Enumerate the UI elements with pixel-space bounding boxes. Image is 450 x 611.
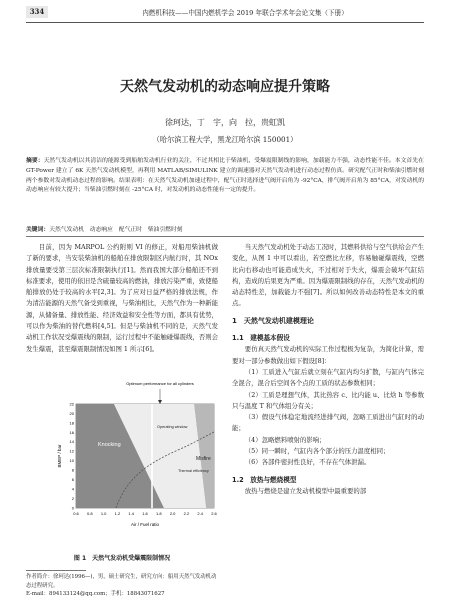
footnote-rule bbox=[26, 570, 86, 571]
x-tick-label: 1.2 bbox=[114, 511, 121, 516]
y-tick-label: 14 bbox=[69, 439, 74, 445]
y-tick-label: 16 bbox=[69, 429, 74, 435]
x-tick-label: 1.4 bbox=[128, 511, 134, 516]
keywords-text: 天然气发动机 动态响应 配气正时 柴油引燃时刻 bbox=[49, 227, 183, 233]
x-tick-label: 2.0 bbox=[169, 511, 176, 516]
assumption-item: （4）忽略燃料喷射的影响； bbox=[244, 435, 326, 444]
y-tick-label: 12 bbox=[69, 448, 74, 454]
y-tick-label: 10 bbox=[69, 458, 74, 464]
x-tick-label: 1.8 bbox=[156, 511, 162, 516]
intro-paragraph: 目前，因为 MARPOL 公约附则 VI 的修正，对船用柴油机做了新的要求，当安装柴油机的船舶在排放限制区内航行时，其 NOx 排放量要受第三层次标准限制执行[1]。然而我国大部分船舶还不到标准要求，使用的依旧是含硫量较高的燃油，排放污染严重，致使船舶排放仍处于较高的水平[2,3]。为了应对日益严格的排放法规，作为清洁能源的天然气备受到重视，与柴油相比，天然气作为一种新能源，从储备量、排放性能、经济效益和安全性等方面，都具有优势，可以作为柴油的替代燃料[4,5]。但是与柴油机不同的是，天然气发动机工作状况受爆震线的限制，运行过程中不能触碰爆震线，否则会发生爆震，甚至爆震限制情况如图 1 所示[6]。 bbox=[26, 243, 218, 353]
keywords-label: 关键词： bbox=[26, 227, 50, 233]
x-tick-label: 2.6 bbox=[211, 511, 217, 516]
y-tick-label: 6 bbox=[71, 477, 74, 483]
left-column bbox=[26, 242, 218, 355]
thermal-efficiency-label: Thermal efficiency bbox=[178, 469, 209, 473]
page-number: 334 bbox=[26, 6, 48, 18]
section-rule bbox=[26, 236, 424, 237]
y-axis-ticks bbox=[70, 401, 75, 510]
assumption-item: （5）同一瞬时，气缸内各个部分的压力温度相同； bbox=[244, 447, 390, 456]
y-tick-label: 0 bbox=[71, 505, 74, 511]
keywords bbox=[26, 224, 424, 233]
author-email: E-mail：894133124@qq.com；手机：18843071627 bbox=[26, 591, 165, 598]
figure-caption: 图 1 天然气发动机受爆震限制情况 bbox=[73, 555, 171, 562]
subsection-heading: 1.1 建模基本假设 bbox=[232, 334, 290, 343]
assumption-item: （6）各部件密封性良好，不存在气体泄漏。 bbox=[244, 458, 371, 467]
knock-limit-figure bbox=[56, 380, 218, 530]
running-title: 内燃机科技——中国内燃机学会 2019 年联合学术年会论文集（下册） bbox=[142, 9, 348, 17]
y-axis-label: BMEP / bar bbox=[57, 444, 62, 468]
author-info: 作者简介：徐珂达(1996—)，男，硕士研究生，研究方向：船用天然气发动机动态过程研究。 bbox=[26, 574, 217, 589]
abstract bbox=[26, 157, 424, 196]
abstract-label: 摘要： bbox=[26, 158, 44, 164]
section-heading: 1 天然气发动机建模理论 bbox=[232, 316, 314, 325]
y-tick-label: 2 bbox=[71, 495, 74, 501]
annotation-arrow-head bbox=[158, 400, 162, 404]
y-tick-label: 22 bbox=[69, 401, 74, 407]
paragraph: 放热与燃烧是建立发动机模型中最重要的部 bbox=[244, 486, 367, 495]
right-column bbox=[232, 242, 424, 497]
x-tick-label: 2.2 bbox=[183, 511, 190, 516]
x-tick-label: 0.8 bbox=[87, 511, 93, 516]
paragraph: 当天然气发动机处于动态工况时，其燃料供给与空气供给会产生变化，从图 1 中可以看出，若空燃比左移，容易触碰爆震线，空燃比向右移动也可能造成失火，不过相对于失火，爆震会破坏气缸结构，造成的后果更为严重。因为爆震限制线的存在，天然气发动机的动态特性差，加载能力不强[7]。所以如何改善动态特性是本文的重点。 bbox=[232, 243, 424, 308]
paragraph: 要仿真天然气发动机的实际工作过程极为复杂，为简化计算，需要对一部分参数做出如下假设[8]： bbox=[232, 345, 424, 365]
x-tick-label: 1.0 bbox=[100, 511, 107, 516]
y-tick-label: 20 bbox=[69, 410, 74, 416]
header-rule bbox=[26, 22, 424, 23]
knocking-label: Knocking bbox=[98, 442, 121, 448]
y-tick-label: 8 bbox=[71, 467, 74, 473]
y-tick-label: 4 bbox=[71, 486, 74, 492]
x-tick-label: 0.6 bbox=[73, 511, 79, 516]
abstract-text: 天然气发动机以其清洁的能源受到船舶发动机行业的关注，不过其相比于柴油机，受爆震限制线的影响，加载能力不强，动态性能不佳。本文首先在 GT-Power 建立了 6K 天然气发动机模型，再利用 MATLAB/SIMULINK 建立的调速器对天然气发动机进行动态过程仿真。研究配气正时和柴油引燃时刻两个参数对发动机动态过程的影响。结果表明：在天然气发动机加速过程中，配气正时选择进气阀开启角为 -92°CA，排气阀开启角为 85°CA，对发动机的动态响应有较大提升；当柴油引燃时刻在 -25°CA 时，对发动机的动态性能有一定的提升。 bbox=[26, 158, 424, 194]
misfire-label: Misfire bbox=[196, 456, 211, 462]
assumption-item: （3）假设气体稳定地流经进排气阀，忽略工质进出气缸时的动能； bbox=[232, 413, 424, 433]
affiliation: （哈尔滨工程大学，黑龙江哈尔滨 150001） bbox=[152, 135, 298, 144]
annotation-optimum: Optimum performance for all cylinders bbox=[126, 381, 194, 386]
author-list: 徐珂达，丁 宇，向 拉，贵虹凯 bbox=[165, 118, 285, 127]
x-axis-ticks bbox=[73, 511, 217, 516]
x-tick-label: 1.6 bbox=[142, 511, 148, 516]
footnote bbox=[26, 573, 218, 599]
x-tick-label: 2.4 bbox=[197, 511, 203, 516]
paper-title: 天然气发动机的动态响应提升策略 bbox=[120, 79, 330, 95]
subsection-heading: 1.2 放热与燃烧模型 bbox=[232, 475, 297, 484]
assumption-item: （1）工质进入气缸后就立刻在气缸内均匀扩散，与缸内气体完全混合，混合后空间各个点的工质的状态参数相同； bbox=[232, 367, 424, 388]
assumption-item: （2）工质是理想气体，其比热容 c、比内能 u、比焓 h 等参数只与温度 T 和气体组分有关； bbox=[232, 390, 424, 410]
operating-window-label: Operating window bbox=[157, 425, 188, 429]
y-tick-label: 18 bbox=[69, 420, 74, 426]
x-axis-label: Air / Fuel ratio bbox=[130, 522, 160, 527]
